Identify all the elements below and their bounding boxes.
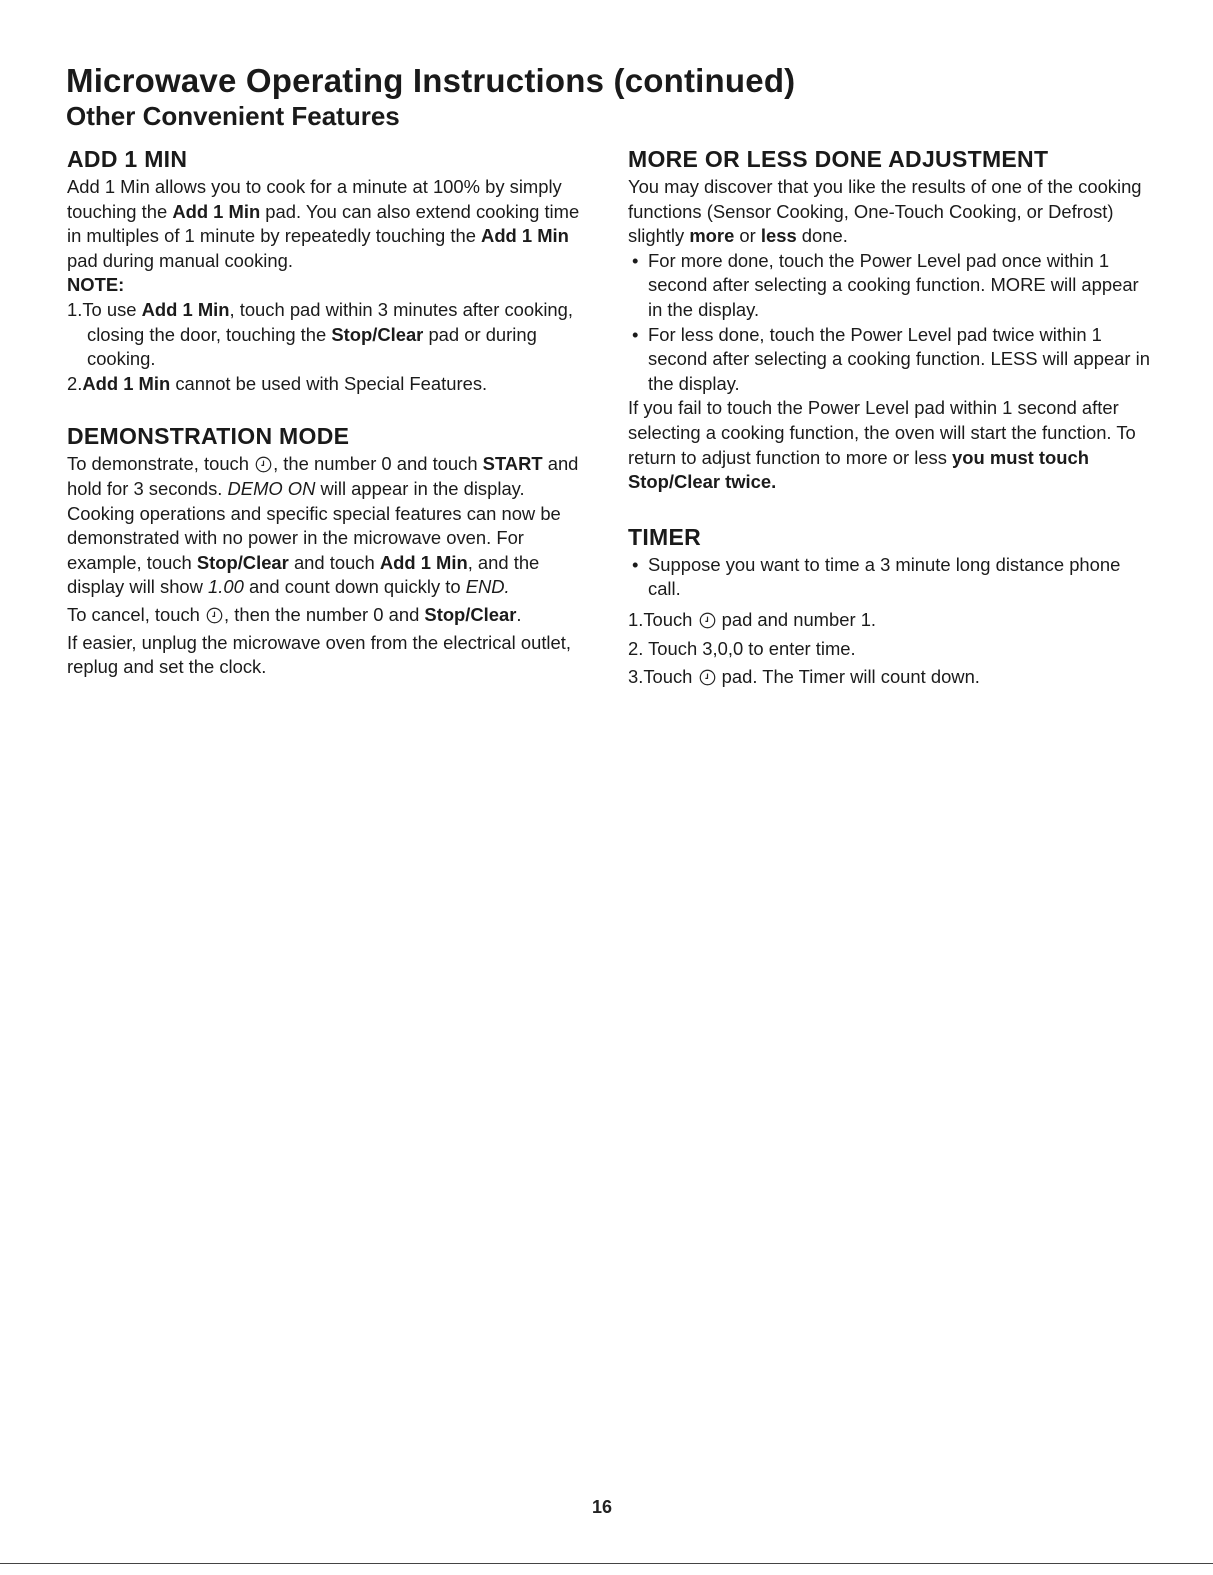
text-run: For less done, touch the Power Level pad twice within 1 second after selecting a cooking function. LESS will appear in the display. [648, 323, 1150, 394]
bullet-text [648, 250, 1139, 320]
text-run: 1.To use [67, 298, 142, 320]
text-run: done. [796, 225, 848, 247]
italic-text: END. [465, 576, 510, 598]
timer-icon [699, 612, 716, 629]
text-run: To cancel, touch [67, 603, 206, 625]
bullet-item [628, 323, 1153, 397]
text-run: pad. You can also extend cooking time in multiples of 1 minute by repeatedly touching the [67, 200, 580, 247]
bold-text: Add 1 Min [172, 200, 261, 222]
demonstration-mode-section [67, 422, 597, 679]
text-run: and hold for 3 seconds. [67, 453, 579, 499]
text-run: and count down quickly to [243, 576, 466, 598]
more-less-bullets [628, 249, 1153, 397]
text-run: , and the display will show [67, 551, 540, 598]
page-subtitle: Other Convenient Features [66, 101, 400, 131]
text-run: pad and number 1. [716, 608, 877, 630]
text-run: , the number 0 and touch [273, 453, 483, 475]
text-run: , then the number 0 and [224, 603, 425, 625]
demonstration-cancel [67, 603, 597, 628]
demonstration-unplug-tip [67, 631, 597, 680]
bullet-item [628, 249, 1153, 323]
more-less-fail-note [628, 396, 1153, 494]
add-1-min-notes [67, 298, 597, 396]
add-1-min-section [67, 145, 597, 396]
text-run: If easier, unplug the microwave oven from the electrical outlet, replug and set the clock. [67, 631, 571, 678]
add-1-min-heading: ADD 1 MIN [67, 146, 188, 172]
timer-icon [255, 456, 272, 473]
text-run: 1.Touch [628, 608, 698, 630]
text-run: or [734, 225, 761, 247]
page-title: Microwave Operating Instructions (continued) [66, 62, 796, 99]
timer-step [628, 637, 1153, 662]
demonstration-description [67, 452, 597, 600]
text-run: Suppose you want to time a 3 minute long distance phone call. [648, 553, 1121, 600]
text-run: cannot be used with Special Features. [170, 372, 488, 394]
bold-text: Stop/Clear [196, 551, 289, 573]
bullet-glyph: • [632, 323, 639, 345]
timer-section [628, 523, 1153, 690]
text-run: You may discover that you like the results of one of the cooking functions (Sensor Cooking, One-Touch Cooking, or Defrost) slightly [628, 176, 1142, 247]
demonstration-mode-heading: DEMONSTRATION MODE [67, 423, 350, 450]
bold-text: Add 1 Min [141, 298, 230, 320]
timer-step [628, 665, 1153, 690]
bottom-rule [0, 1563, 1213, 1564]
note-item [67, 372, 597, 397]
text-run: If you fail to touch the Power Level pad within 1 second after selecting a cooking function, the oven will start the function. To return to adjust function to more or less [628, 397, 1136, 468]
more-less-done-heading: MORE OR LESS DONE ADJUSTMENT [628, 146, 1049, 172]
italic-text: 1.00 [208, 576, 244, 598]
bold-text: Add 1 Min [82, 372, 171, 394]
text-run: and touch [288, 551, 380, 573]
bullet-glyph: • [632, 553, 639, 575]
bold-text: less [760, 225, 797, 247]
more-less-description [628, 175, 1153, 249]
timer-steps [628, 608, 1153, 690]
text-run: pad. The Timer will count down. [716, 666, 980, 688]
text-run: 3.Touch [628, 666, 698, 688]
bullet-text [648, 324, 1150, 394]
left-column [67, 145, 597, 680]
timer-icon [206, 607, 223, 624]
add-1-min-description [67, 175, 597, 273]
bullet-glyph: • [632, 249, 639, 271]
bold-text: Add 1 Min [481, 225, 569, 247]
text-run: 2. Touch 3,0,0 to enter time. [628, 637, 856, 659]
note-label: NOTE: [67, 274, 125, 296]
page-number: 16 [592, 1497, 613, 1517]
bold-text: you must touch Stop/Clear twice. [628, 446, 1089, 493]
bullet-item [628, 553, 1153, 602]
bold-text: Stop/Clear [424, 603, 517, 625]
text-run: pad during manual cooking. [67, 249, 293, 271]
timer-bullets [628, 553, 1153, 602]
italic-text: DEMO ON [227, 477, 316, 499]
note-item [67, 298, 597, 372]
more-less-done-section [628, 145, 1153, 495]
text-run: . [516, 603, 522, 625]
timer-step [628, 608, 1153, 633]
text-run: To demonstrate, touch [67, 453, 255, 475]
right-column [628, 145, 1153, 690]
bold-text: START [482, 453, 543, 475]
timer-heading: TIMER [628, 523, 702, 550]
text-run: Add 1 Min allows you to cook for a minute at 100% by simply touching the [67, 176, 562, 222]
bold-text: more [689, 225, 735, 247]
timer-icon [699, 669, 716, 686]
bullet-text [648, 554, 1120, 600]
bold-text: Stop/Clear [331, 323, 424, 345]
text-run: will appear in the display. Cooking operations and specific special features can now be demonstrated with no power in the microwave oven. For example, touch [67, 477, 561, 573]
bold-text: Add 1 Min [379, 551, 468, 573]
text-run: , touch pad within 3 minutes after cooking, closing the door, touching the [87, 298, 573, 345]
text-run: For more done, touch the Power Level pad once within 1 second after selecting a cooking function. MORE will appear in the display. [648, 249, 1139, 320]
text-run: pad or during cooking. [87, 323, 537, 370]
text-run: 2. [67, 372, 83, 394]
